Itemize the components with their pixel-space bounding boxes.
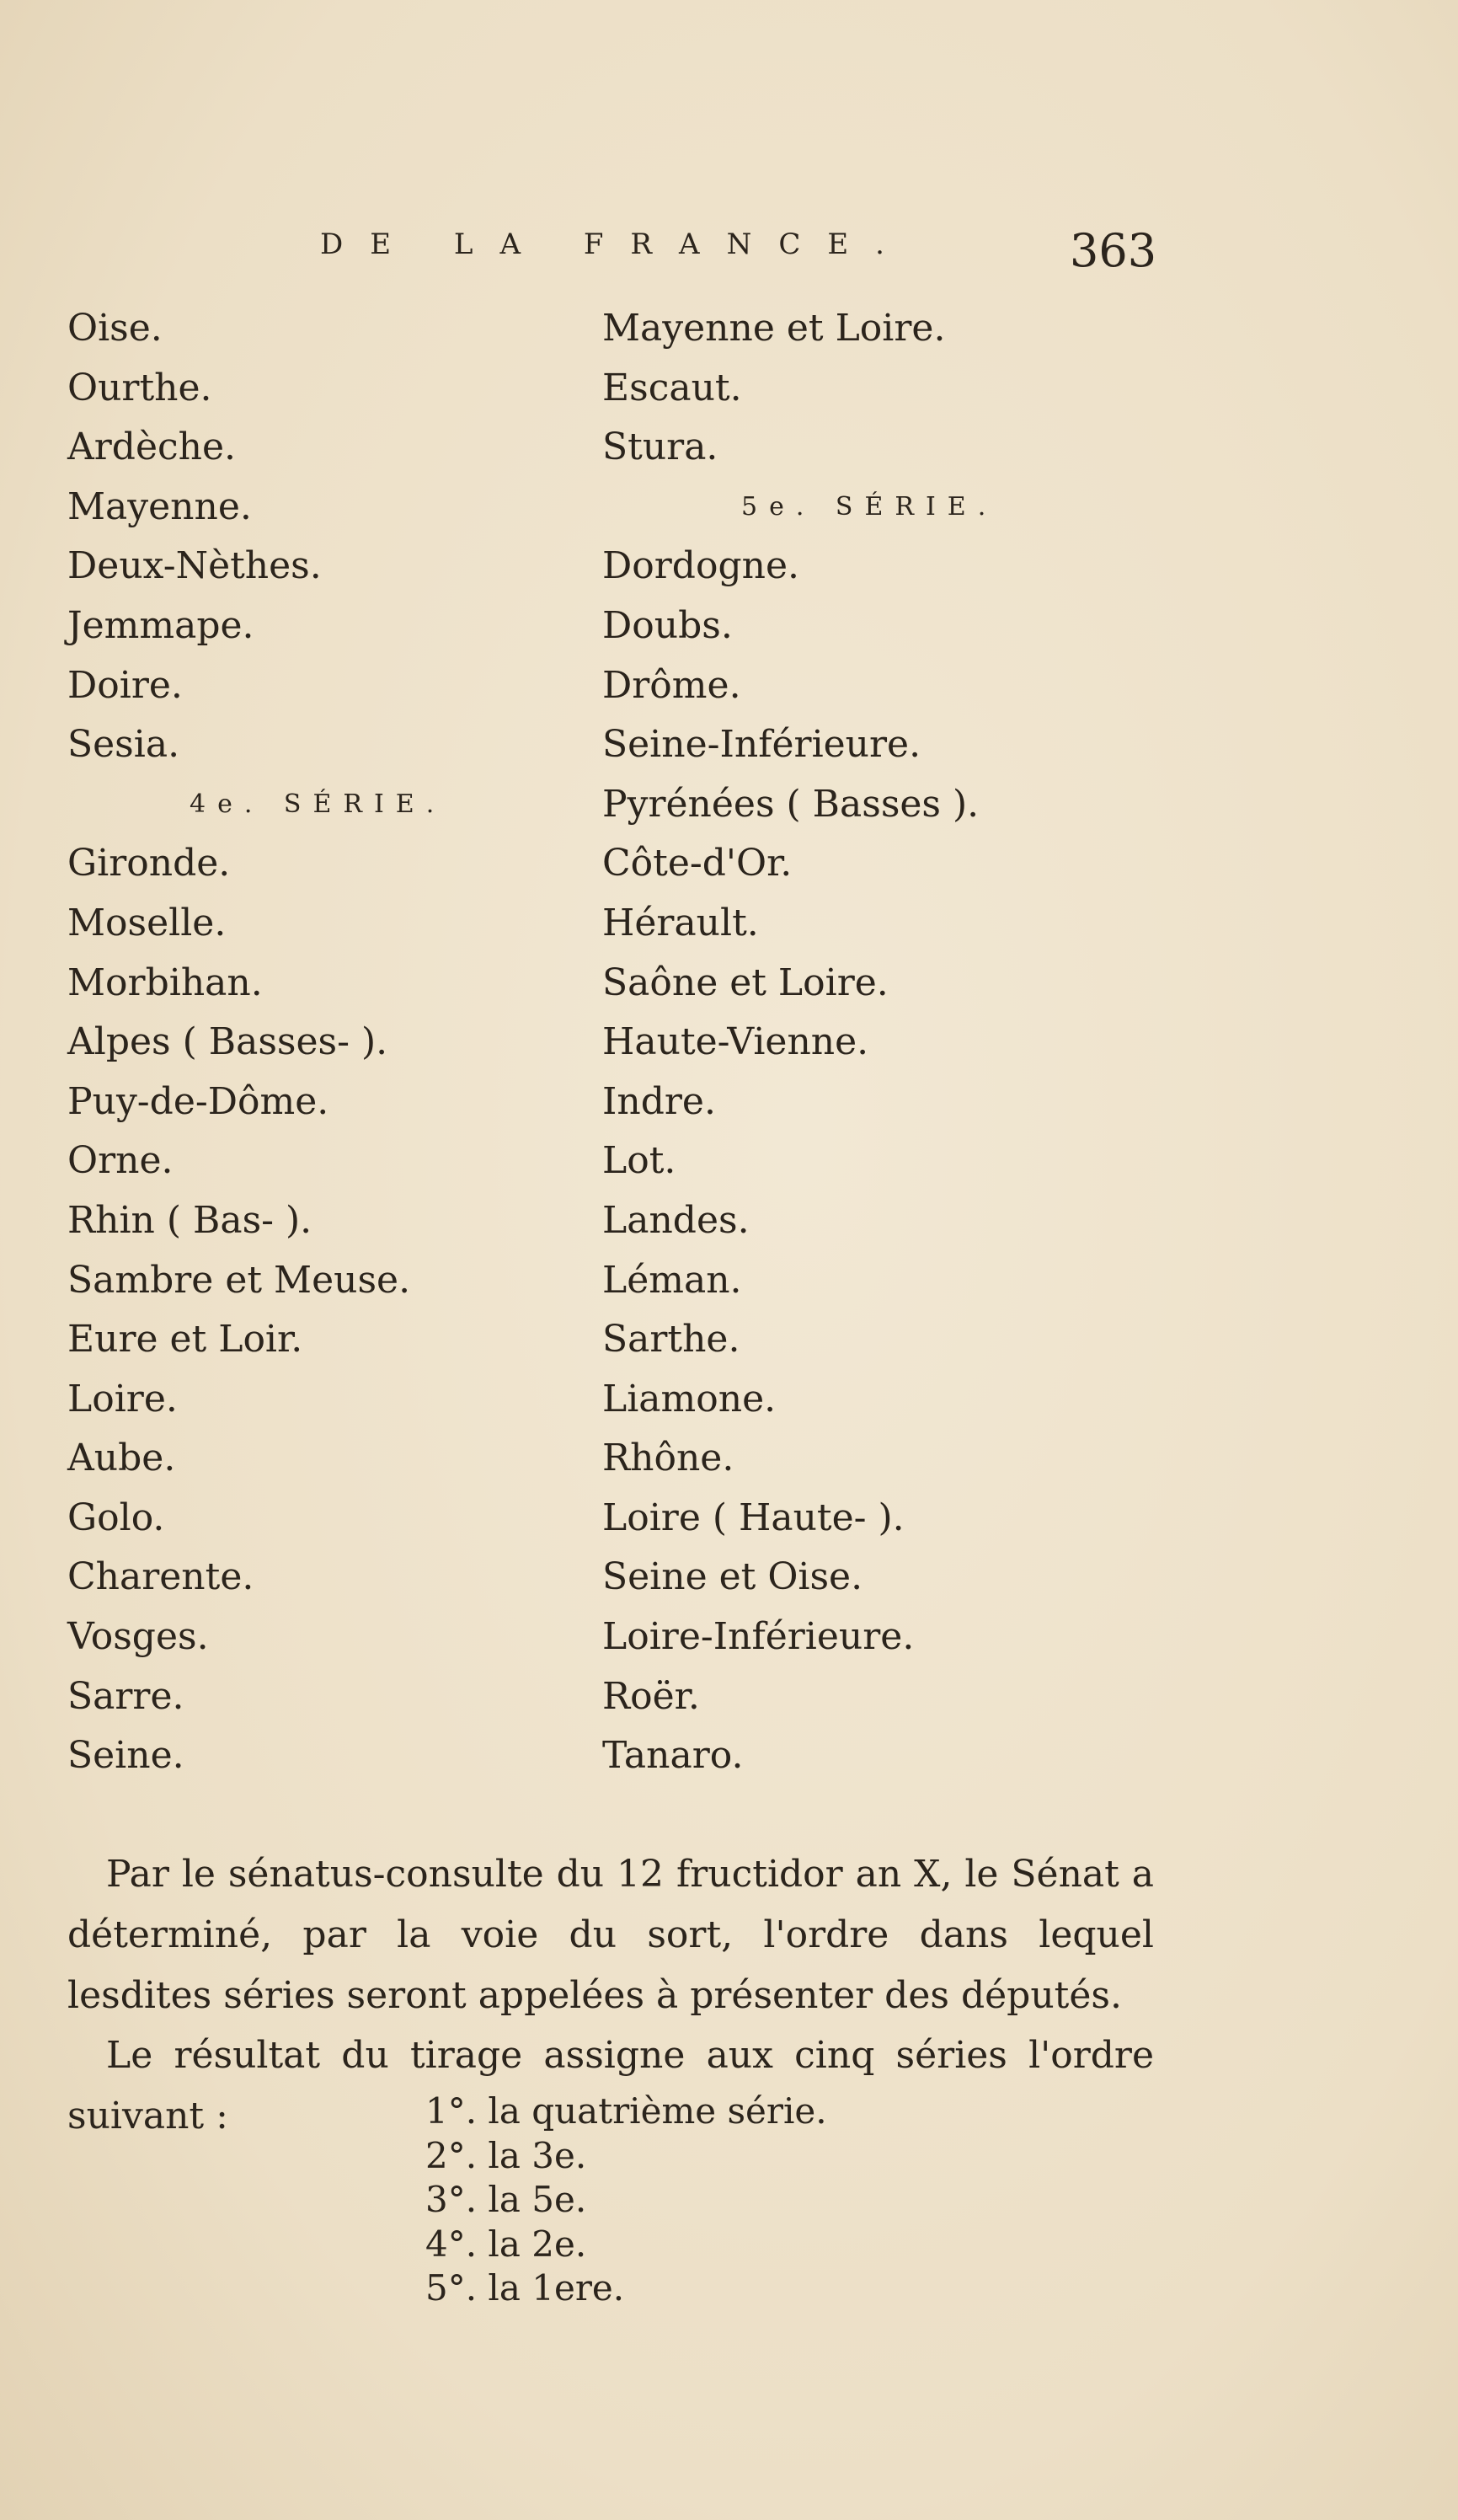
list-item: Ourthe. <box>67 366 212 409</box>
list-item: Hérault. <box>602 901 759 944</box>
list-item: Deux-Nèthes. <box>67 544 322 588</box>
list-item: Mayenne. <box>67 484 252 528</box>
series-heading: 5e. SÉRIE. <box>741 491 998 522</box>
list-item: Seine-Inférieure. <box>602 723 921 767</box>
order-item: 4°. la 2e. <box>425 2223 587 2265</box>
list-item: Mayenne et Loire. <box>602 307 946 350</box>
list-item: Sarthe. <box>602 1318 740 1362</box>
list-item: Indre. <box>602 1079 716 1123</box>
body-paragraph: Par le sénatus-consulte du 12 fructidor an X, le Sénat a déterminé, par la voie du sort, l'ordre dans lequel lesdites séries seront appelées à présenter des députés. <box>67 1853 1154 2017</box>
list-item: Aube. <box>67 1437 176 1480</box>
list-item: Liamone. <box>602 1377 777 1421</box>
list-item: Seine. <box>67 1734 184 1778</box>
list-item: Lot. <box>602 1139 676 1183</box>
list-item: Roër. <box>602 1674 700 1718</box>
list-item: Sesia. <box>67 723 180 767</box>
list-item: Saône et Loire. <box>602 960 889 1004</box>
order-item: 2°. la 3e. <box>425 2134 587 2176</box>
list-item: Pyrénées ( Basses ). <box>602 782 980 826</box>
list-item: Tanaro. <box>602 1734 744 1778</box>
list-item: Haute-Vienne. <box>602 1020 869 1064</box>
list-item: Sarre. <box>67 1674 184 1718</box>
list-item: Alpes ( Basses- ). <box>67 1020 388 1064</box>
list-item: Moselle. <box>67 901 227 944</box>
list-item: Loire-Inférieure. <box>602 1615 915 1659</box>
list-item: Léman. <box>602 1258 742 1302</box>
list-item: Eure et Loir. <box>67 1318 303 1362</box>
list-item: Puy-de-Dôme. <box>67 1079 329 1123</box>
order-item: 5°. la 1ere. <box>425 2267 625 2309</box>
list-item: Gironde. <box>67 842 231 885</box>
list-item: Charente. <box>67 1555 254 1599</box>
list-item: Drôme. <box>602 663 741 707</box>
list-item: Oise. <box>67 307 163 350</box>
body-paragraph: Le résultat du tirage assigne aux cinq séries l'ordre suivant : <box>67 2034 1154 2137</box>
order-item: 1°. la quatrième série. <box>425 2090 827 2132</box>
list-item: Doire. <box>67 663 183 707</box>
running-title: DE LA FRANCE. <box>320 227 911 261</box>
list-item: Morbihan. <box>67 960 263 1004</box>
list-item: Jemmape. <box>67 603 254 647</box>
list-item: Loire ( Haute- ). <box>602 1495 905 1539</box>
list-item: Vosges. <box>67 1615 209 1659</box>
list-item: Dordogne. <box>602 544 799 588</box>
list-item: Ardèche. <box>67 425 237 469</box>
page-number: 363 <box>1070 224 1157 277</box>
list-item: Rhin ( Bas- ). <box>67 1198 312 1242</box>
list-item: Sambre et Meuse. <box>67 1258 411 1302</box>
list-item: Loire. <box>67 1377 178 1421</box>
series-heading: 4e. SÉRIE. <box>190 789 446 819</box>
list-item: Rhône. <box>602 1437 734 1480</box>
list-item: Doubs. <box>602 603 733 647</box>
department-list-left <box>67 299 446 1786</box>
list-item: Landes. <box>602 1198 750 1242</box>
department-list-right <box>602 299 997 1786</box>
order-item: 3°. la 5e. <box>425 2179 587 2220</box>
list-item: Golo. <box>67 1495 165 1539</box>
list-item: Stura. <box>602 425 718 469</box>
list-item: Côte-d'Or. <box>602 842 793 885</box>
list-item: Escaut. <box>602 366 742 409</box>
list-item: Orne. <box>67 1139 174 1183</box>
list-item: Seine et Oise. <box>602 1555 863 1599</box>
series-order-list <box>425 2089 827 2311</box>
